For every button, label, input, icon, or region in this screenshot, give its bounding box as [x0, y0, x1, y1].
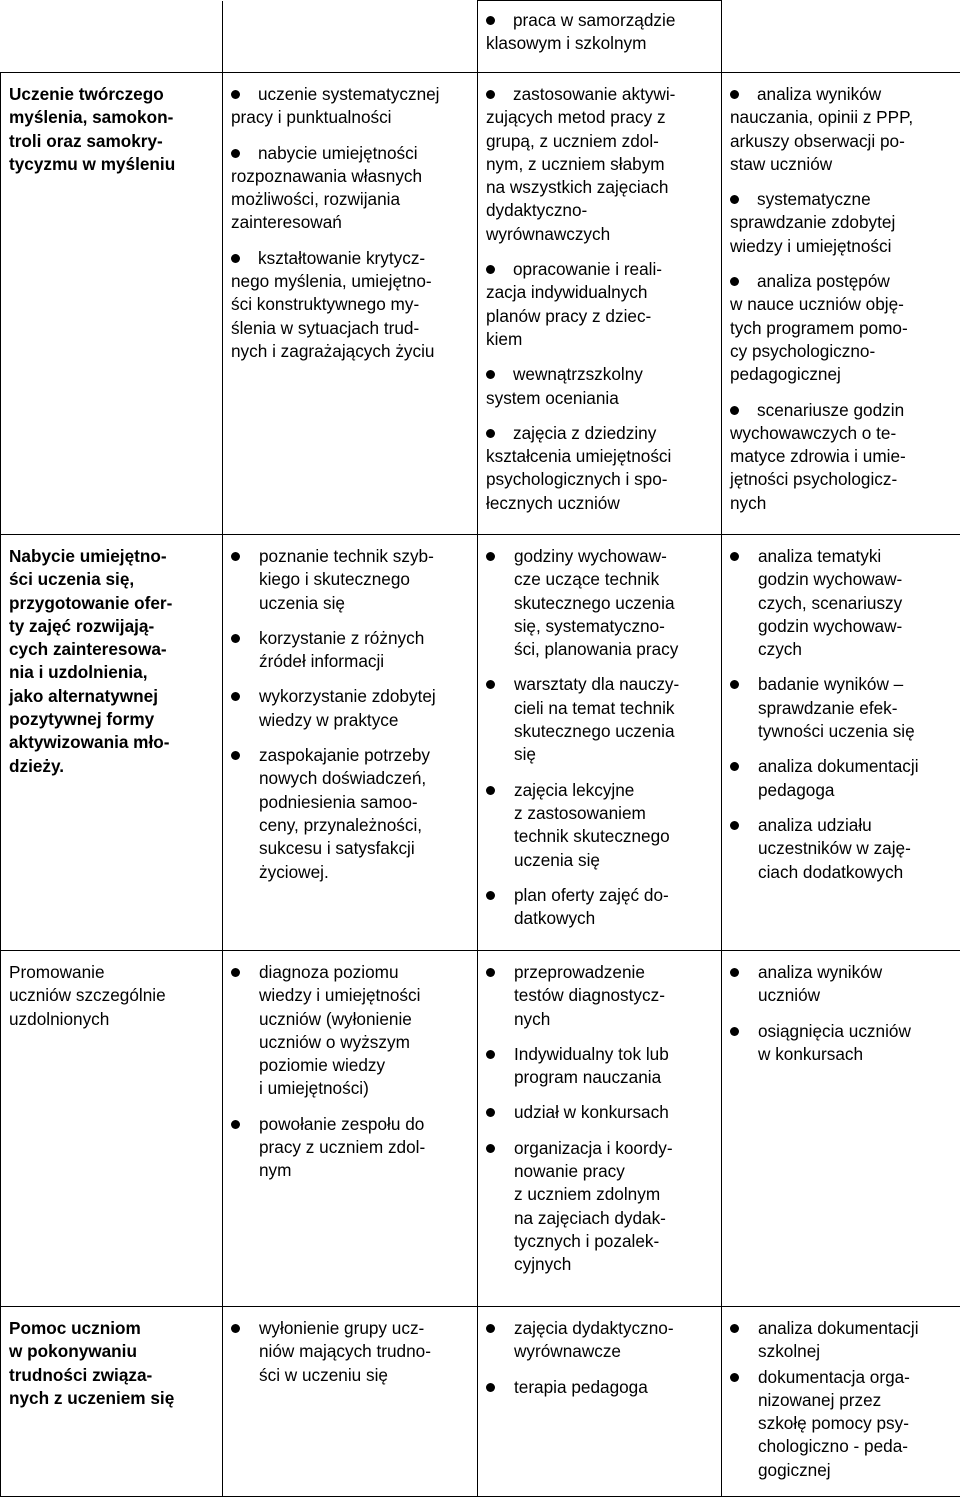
- list-item: osiągnięcia uczniów w konkursach: [730, 1020, 952, 1067]
- bullet-icon: [486, 968, 495, 977]
- evaluation-cell: [722, 73, 960, 535]
- table-row: [1, 73, 960, 535]
- list-item: analiza dokumentacji szkolnej: [730, 1317, 952, 1364]
- bullet-icon: [486, 429, 495, 438]
- bullet-icon: [231, 1324, 240, 1333]
- bullet-icon: [730, 1324, 739, 1333]
- list-item: systematyczne sprawdzanie zdobytej wiedzy i umiejętności: [730, 189, 896, 256]
- list-item: Indywidualny tok lub program nauczania: [486, 1043, 713, 1090]
- actions-cell: [478, 73, 722, 535]
- bullet-icon: [730, 821, 739, 830]
- list-item: nabycie umiejętności rozpoznawania własnych możliwości, rozwijania zainteresowań: [231, 142, 423, 233]
- bullet-icon: [231, 254, 240, 263]
- bullet-icon: [231, 552, 240, 561]
- table-row: [1, 535, 960, 951]
- list-item: analiza tematyki godzin wychowaw- czych, scenariuszy godzin wychowaw- czych: [730, 545, 952, 661]
- list-item: analiza postępów w nauce uczniów obję- tych programem pomo- cy psychologiczno- pedagogicznej: [730, 271, 908, 385]
- bullet-icon: [730, 406, 739, 415]
- bullet-icon: [486, 265, 495, 274]
- bullet-icon: [486, 786, 495, 795]
- actions-cell: [478, 535, 722, 951]
- area-cell: [1, 951, 223, 1307]
- area-cell: [1, 1307, 223, 1497]
- list-item: opracowanie i reali- zacja indywidualnych planów pracy z dziec- kiem: [486, 259, 663, 349]
- area-cell: [1, 535, 223, 951]
- header-cell: [478, 1, 722, 73]
- list-item: zajęcia z dziedziny kształcenia umiejętności psychologicznych i spo- łecznych uczniów: [486, 422, 672, 513]
- list-item: terapia pedagoga: [486, 1376, 713, 1399]
- bullet-icon: [231, 149, 240, 158]
- bullet-icon: [231, 692, 240, 701]
- bullet-icon: [486, 552, 495, 561]
- evaluation-cell: [722, 1307, 960, 1497]
- table-row: [1, 951, 960, 1307]
- bullet-icon: [486, 680, 495, 689]
- area-title: Promowanie uczniów szczególnie uzdolnionych: [9, 962, 166, 1029]
- area-cell: [1, 73, 223, 535]
- list-item: zaspokajanie potrzeby nowych doświadczeń, podniesienia samoo- ceny, przynależności, sukcesu i satysfakcji życiowej.: [231, 744, 469, 884]
- bullet-icon: [730, 277, 739, 286]
- evaluation-cell: [722, 951, 960, 1307]
- bullet-icon: [730, 762, 739, 771]
- area-title: Pomoc uczniom w pokonywaniu trudności związa- nych z uczeniem się: [9, 1318, 175, 1408]
- bullet-icon: [486, 1324, 495, 1333]
- empty-cell: [1, 1, 223, 73]
- bullet-icon: [486, 891, 495, 900]
- actions-cell: [478, 951, 722, 1307]
- bullet-icon: [231, 968, 240, 977]
- list-item: organizacja i koordy- nowanie pracy z uczniem zdolnym na zajęciach dydak- tycznych i pozalek- cyjnych: [486, 1137, 713, 1277]
- area-title: Nabycie umiejętno- ści uczenia się, przygotowanie ofer- ty zajęć rozwijają- cych zainteresowa- nia i uzdolnienia, jako alternatywnej pozytywnej formy aktywizowania mło- dzieży.: [9, 546, 173, 776]
- list-item: przeprowadzenie testów diagnostycz- nych: [486, 961, 713, 1031]
- bullet-icon: [486, 370, 495, 379]
- list-item: zastosowanie aktywi- zujących metod pracy z grupą, z uczniem zdol- nym, z uczniem słabym na wszystkich zajęciach dydaktyczno- wyrównawczych: [486, 84, 676, 244]
- bullet-icon: [486, 90, 495, 99]
- bullet-icon: [486, 1050, 495, 1059]
- bullet-icon: [231, 634, 240, 643]
- list-item: powołanie zespołu do pracy z uczniem zdol- nym: [231, 1113, 469, 1183]
- bullet-icon: [730, 195, 739, 204]
- empty-cell: [223, 1, 478, 73]
- goals-cell: [223, 1307, 478, 1497]
- bullet-icon: [730, 1373, 739, 1382]
- list-item: wyłonienie grupy ucz- niów mających trudno- ści w uczeniu się: [231, 1317, 469, 1387]
- bullet-icon: [231, 90, 240, 99]
- bullet-icon: [486, 1383, 495, 1392]
- list-item: praca w samorządzie klasowym i szkolnym: [486, 10, 676, 54]
- bullet-icon: [486, 1108, 495, 1117]
- evaluation-cell: [722, 535, 960, 951]
- bullet-icon: [730, 552, 739, 561]
- area-title: Uczenie twórczego myślenia, samokon- troli oraz samokry- tycyzmu w myśleniu: [9, 84, 176, 174]
- bullet-icon: [730, 968, 739, 977]
- bullet-icon: [231, 751, 240, 760]
- bullet-icon: [231, 1120, 240, 1129]
- list-item: korzystanie z różnych źródeł informacji: [231, 627, 469, 674]
- list-item: plan oferty zajęć do- datkowych: [486, 884, 713, 931]
- list-item: zajęcia lekcyjne z zastosowaniem technik skutecznego uczenia się: [486, 779, 713, 872]
- list-item: warsztaty dla nauczy- cieli na temat technik skutecznego uczenia się: [486, 673, 713, 766]
- list-item: analiza wyników nauczania, opinii z PPP, arkuszy obserwacji po- staw uczniów: [730, 84, 914, 174]
- list-item: wewnątrzszkolny system oceniania: [486, 364, 643, 408]
- list-item: dokumentacja orga- nizowanej przez szkołę pomocy psy- chologiczno - peda- gogicznej: [730, 1366, 952, 1482]
- bullet-icon: [486, 16, 495, 25]
- empty-cell: [722, 1, 960, 73]
- bullet-icon: [730, 1027, 739, 1036]
- actions-cell: [478, 1307, 722, 1497]
- table-row: [1, 1307, 960, 1497]
- bullet-icon: [730, 680, 739, 689]
- list-item: zajęcia dydaktyczno- wyrównawcze: [486, 1317, 713, 1364]
- list-item: wykorzystanie zdobytej wiedzy w praktyce: [231, 685, 469, 732]
- list-item: poznanie technik szyb- kiego i skutecznego uczenia się: [231, 545, 469, 615]
- list-item: analiza wyników uczniów: [730, 961, 952, 1008]
- list-item: scenariusze godzin wychowawczych o te- matyce zdrowia i umie- jętności psychologicz- nych: [730, 399, 906, 513]
- table-row-header: [1, 1, 960, 73]
- list-item: godziny wychowaw- cze uczące technik skutecznego uczenia się, systematyczno- ści, planowania pracy: [486, 545, 713, 661]
- bullet-icon: [486, 1144, 495, 1153]
- goals-cell: [223, 951, 478, 1307]
- list-item: analiza udziału uczestników w zaję- ciach dodatkowych: [730, 814, 952, 884]
- list-item: uczenie systematycznej pracy i punktualności: [231, 84, 440, 128]
- list-item: diagnoza poziomu wiedzy i umiejętności uczniów (wyłonienie uczniów o wyższym poziomie wiedzy i umiejętności): [231, 961, 469, 1101]
- list-item: udział w konkursach: [486, 1101, 713, 1124]
- goals-cell: [223, 535, 478, 951]
- list-item: analiza dokumentacji pedagoga: [730, 755, 952, 802]
- goals-cell: [223, 73, 478, 535]
- list-item: badanie wyników – sprawdzanie efek- tywności uczenia się: [730, 673, 952, 743]
- list-item: kształtowanie krytycz- nego myślenia, umiejętno- ści konstruktywnego my- ślenia w sytuacjach trud- nych i zagrażających życiu: [231, 247, 435, 361]
- bullet-icon: [730, 90, 739, 99]
